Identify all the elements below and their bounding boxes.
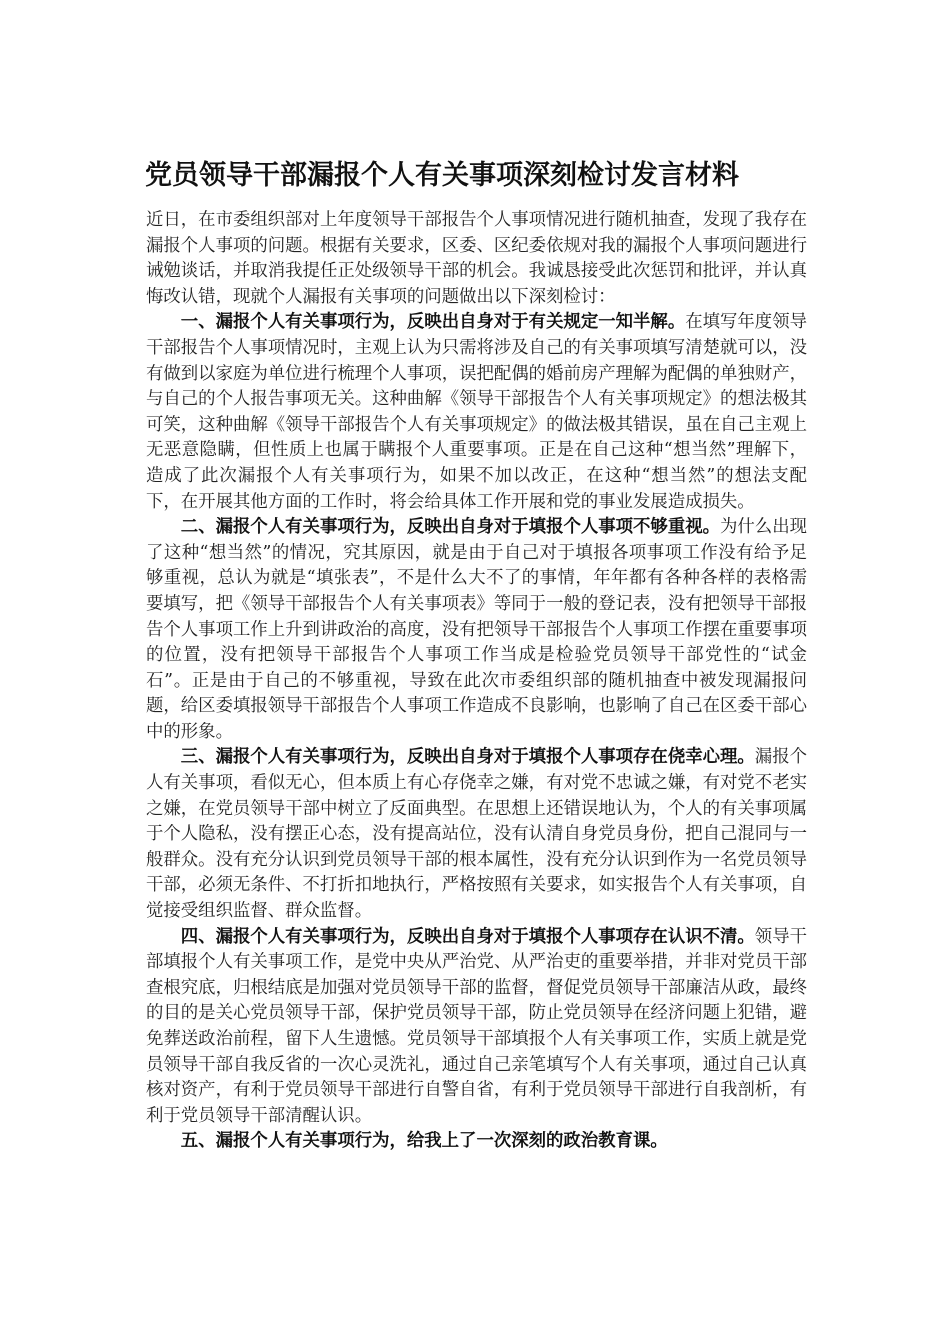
section-4-heading: 四、漏报个人有关事项行为，反映出自身对于填报个人事项存在认识不清。 <box>180 926 755 947</box>
section-5-heading: 五、漏报个人有关事项行为，给我上了一次深刻的政治教育课。 <box>180 1131 668 1152</box>
section-5-paragraph <box>146 1129 807 1155</box>
document-body <box>146 208 807 1155</box>
section-4-body: 领导干部填报个人有关事项工作，是党中央从严治党、从严治吏的重要举措，并非对党员干部查根究底，归根结底是加强对党员领导干部的监督，督促党员领导干部廉洁从政，最终的目的是关心党员领导干部，保护党员领导干部，防止党员领导在经济问题上犯错，避免葬送政治前程，留下人生遗憾。党员领导干部填报个人有关事项工作，实质上就是党员领导干部自我反省的一次心灵洗礼，通过自己亲笔填写个人有关事项，通过自己认真核对资产，有利于党员领导干部进行自警自省，有利于党员领导干部进行自我剖析，有利于党员领导干部清醒认识。 <box>146 926 807 1126</box>
intro-paragraph: 近日，在市委组织部对上年度领导干部报告个人事项情况进行随机抽查，发现了我存在漏报个人事项的问题。根据有关要求，区委、区纪委依规对我的漏报个人事项问题进行诫勉谈话，并取消我提任正处级领导干部的机会。我诚恳接受此次惩罚和批评，并认真悔改认错，现就个人漏报有关事项的问题做出以下深刻检讨： <box>146 210 807 307</box>
section-1-heading: 一、漏报个人有关事项行为，反映出自身对于有关规定一知半解。 <box>180 312 686 333</box>
section-3-heading: 三、漏报个人有关事项行为，反映出自身对于填报个人事项存在侥幸心理。 <box>180 747 755 768</box>
section-3-paragraph <box>146 745 807 924</box>
section-3-body: 漏报个人有关事项，看似无心，但本质上有心存侥幸之嫌，有对党不忠诚之嫌，有对党不老实之嫌，在党员领导干部中树立了反面典型。在思想上还错误地认为，个人的有关事项属于个人隐私，没有摆正心态，没有提高站位，没有认清自身党员身份，把自己混同与一般群众。没有充分认识到党员领导干部的根本属性，没有充分认识到作为一名党员领导干部，必须无条件、不打折扣地执行，严格按照有关要求，如实报告个人有关事项，自觉接受组织监督、群众监督。 <box>146 747 807 922</box>
document-title: 党员领导干部漏报个人有关事项深刻检讨发言材料 <box>145 160 739 191</box>
section-4-paragraph <box>146 925 807 1130</box>
section-2-heading: 二、漏报个人有关事项行为，反映出自身对于填报个人事项不够重视。 <box>180 517 721 538</box>
section-2-body: 为什么出现了这种“想当然”的情况，究其原因，就是由于自己对于填报各项事项工作没有给予足够重视，总认为就是“填张表”，不是什么大不了的事情，年年都有各种各样的表格需要填写，把《领导干部报告个人有关事项表》等同于一般的登记表，没有把领导干部报告个人事项工作上升到讲政治的高度，没有把领导干部报告个人事项工作摆在重要事项的位置，没有把领导干部报告个人事项工作当成是检验党员领导干部党性的“试金石”。正是由于自己的不够重视，导致在此次市委组织部的随机抽查中被发现漏报问题，给区委填报领导干部报告个人事项工作造成不良影响，也影响了自己在区委干部心中的形象。 <box>146 517 807 742</box>
section-1-paragraph <box>146 310 807 515</box>
section-2-paragraph <box>146 515 807 745</box>
section-1-body: 在填写年度领导干部报告个人事项情况时，主观上认为只需将涉及自己的有关事项填写清楚就可以，没有做到以家庭为单位进行梳理个人事项，误把配偶的婚前房产理解为配偶的单独财产，与自己的个人报告事项无关。这种曲解《领导干部报告个人有关事项规定》的想法极其可笑，这种曲解《领导干部报告个人有关事项规定》的做法极其错误，虽在自己主观上无恶意隐瞒，但性质上也属于瞒报个人重要事项。正是在自己这种“想当然”理解下，造成了此次漏报个人有关事项行为，如果不加以改正，在这种“想当然”的想法支配下，在开展其他方面的工作时，将会给具体工作开展和党的事业发展造成损失。 <box>146 312 807 512</box>
